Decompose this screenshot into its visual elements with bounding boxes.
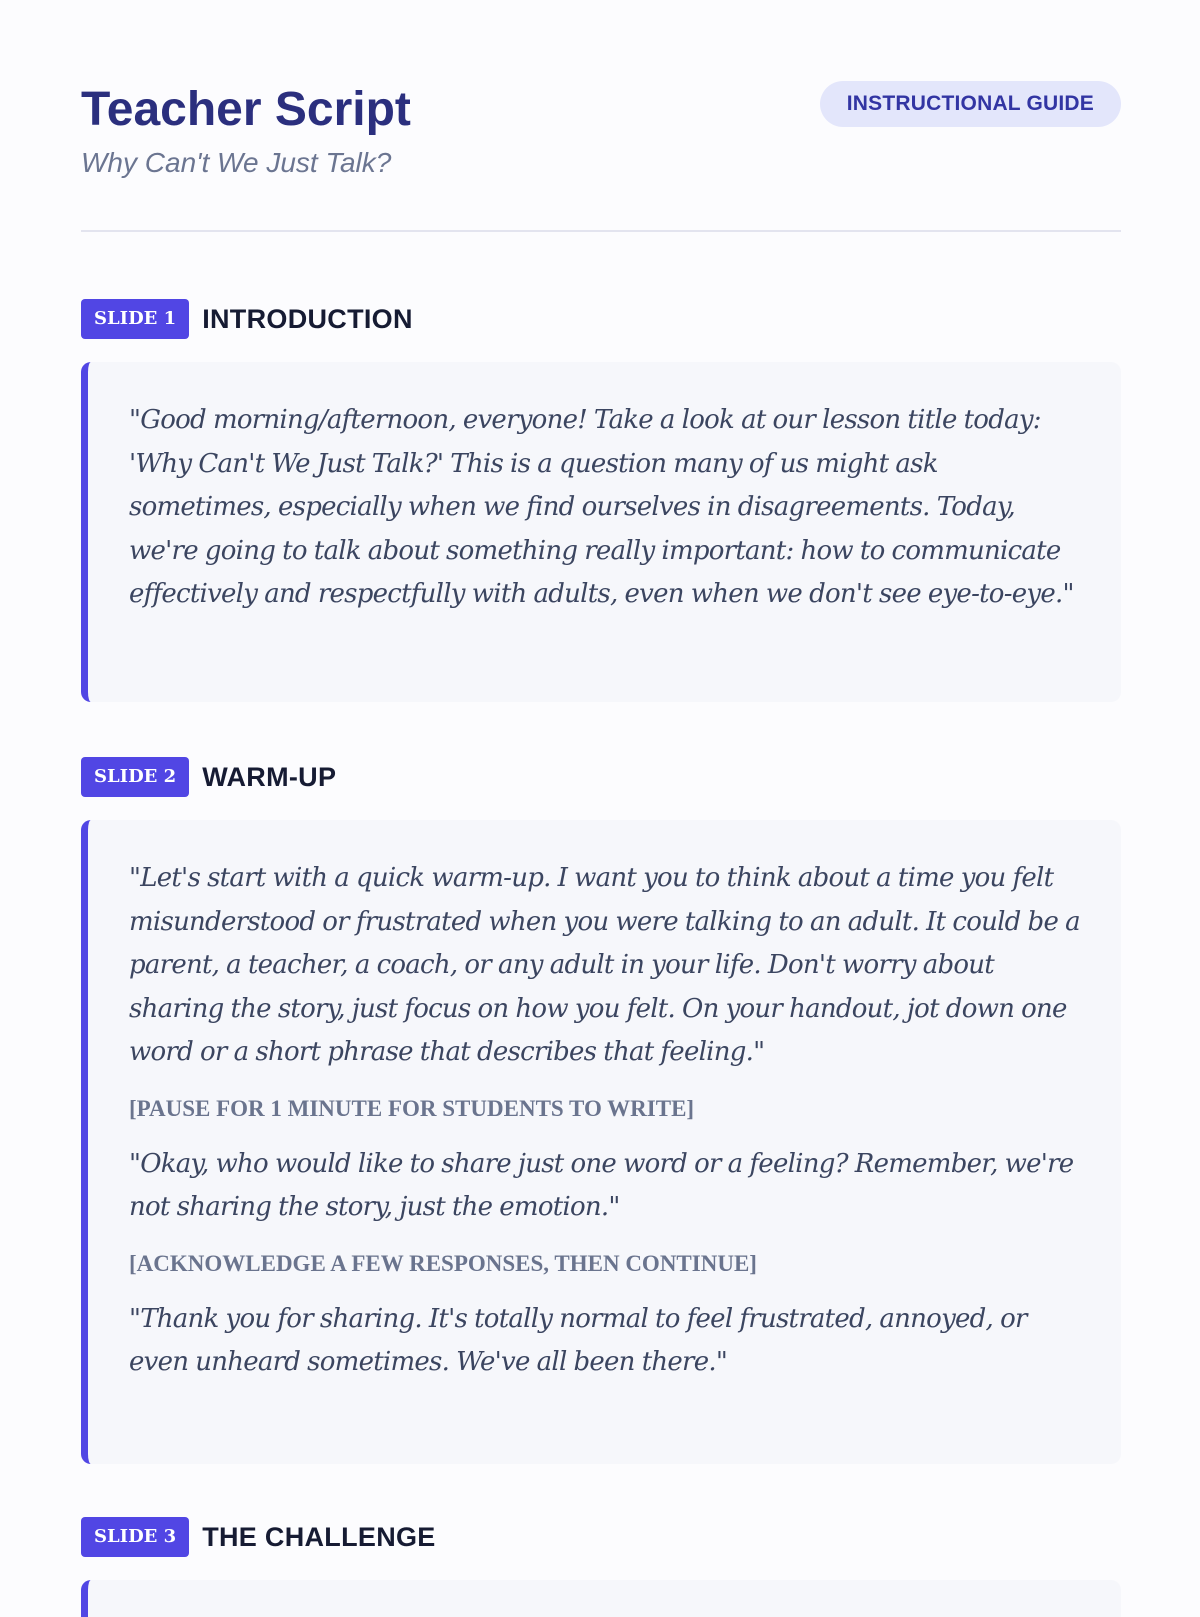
slide-1-script-box (81, 362, 1121, 702)
page-title: Teacher Script (81, 83, 411, 136)
page-subtitle: Why Can't We Just Talk? (81, 147, 392, 178)
page-header (81, 0, 1121, 232)
slide-3-heading (81, 1517, 436, 1557)
slide-title: WARM-UP (202, 761, 337, 792)
stage-direction: [ACKNOWLEDGE A FEW RESPONSES, THEN CONTINUE] (129, 1250, 757, 1276)
slide-1-heading (81, 299, 413, 339)
slide-title: INTRODUCTION (202, 303, 413, 334)
slide-number-badge: SLIDE 2 (81, 757, 189, 797)
slide-number-badge: SLIDE 1 (81, 299, 189, 339)
script-line: "Let's start with a quick warm-up. I want you to think about a time you felt misunderstood or frustrated when you were talking to an adult. It could be a parent, a teacher, a coach, or any adult in your life. Don't worry about sharing the story, just focus on how you felt. On your handout, jot down one word or a short phrase that describes that feeling." (129, 863, 1080, 1067)
slide-number-badge: SLIDE 3 (81, 1517, 189, 1557)
script-line: "Okay, who would like to share just one word or a feeling? Remember, we're not sharing the story, just the emotion." (129, 1148, 1074, 1222)
slide-title: THE CHALLENGE (202, 1521, 436, 1552)
teacher-script-page (81, 0, 1121, 1552)
slide-2-script-box (81, 820, 1121, 1464)
script-line: "Thank you for sharing. It's totally normal to feel frustrated, annoyed, or even unheard sometimes. We've all been there." (129, 1303, 1027, 1377)
slide-2-heading (81, 757, 336, 797)
slide-3-script-box (81, 1580, 1121, 1617)
stage-direction: [PAUSE FOR 1 MINUTE FOR STUDENTS TO WRITE] (129, 1095, 695, 1121)
script-line: "Good morning/afternoon, everyone! Take a look at our lesson title today: 'Why Can't We Just Talk?' This is a question many of us might ask sometimes, especially when we find ourselves in disagreements. Today, we're going to talk about something really important: how to communicate effectively and respectfully with adults, even when we don't see eye-to-eye." (129, 405, 1074, 609)
instructional-guide-badge: INSTRUCTIONAL GUIDE (820, 81, 1121, 127)
